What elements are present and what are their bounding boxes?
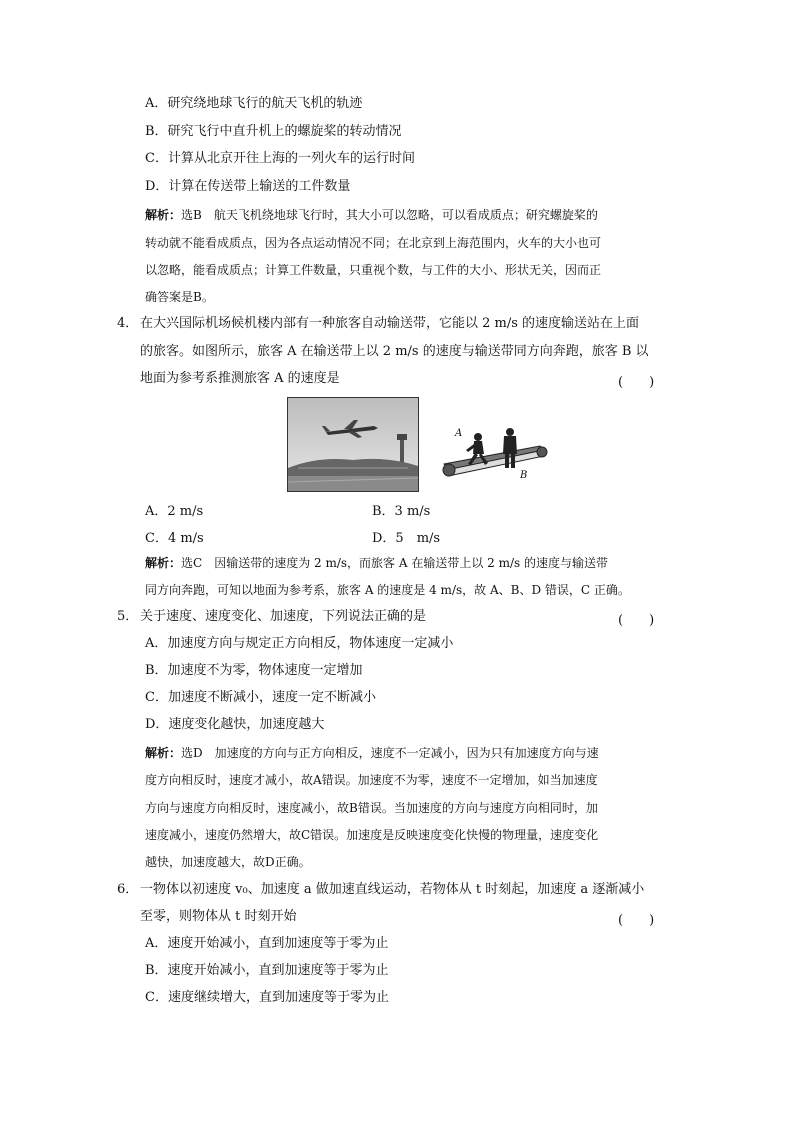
q5-analysis-line: 方向与速度方向相反时，速度减小，故B错误。当加速度的方向与速度方向相同时，加 (145, 801, 598, 815)
q6-number: 6． (117, 882, 139, 897)
figure-label-a: A (455, 428, 463, 439)
q6-answer-paren: ( ) (618, 913, 655, 928)
q4-option-c: C．4 m/s (145, 531, 204, 546)
escalator-figure (440, 420, 550, 490)
figure-label-b: B (520, 470, 528, 481)
q4-option-d: D．5 m/s (372, 531, 441, 546)
q5-option-a: A．加速度方向与规定正方向相反，物体速度一定减小 (145, 636, 454, 651)
q6-stem-line: 至零，则物体从 t 时刻开始 (140, 909, 297, 924)
analysis-label: 解析： (145, 556, 182, 570)
analysis-label: 解析： (145, 746, 182, 760)
q4-stem-line: 的旅客。如图所示，旅客 A 在输送带上以 2 m/s 的速度与输送带同方向奔跑，旅客 B 以 (140, 344, 649, 359)
q4-answer-paren: ( ) (618, 375, 655, 390)
q5-stem: 关于速度、速度变化、加速度，下列说法正确的是 (140, 609, 427, 624)
q4-analysis-line: 解析：选C 因输送带的速度为 2 m/s，而旅客 A 在输送带上以 2 m/s 的速度与输送带 (145, 556, 608, 570)
q5-analysis-line: 度方向相反时，速度才减小，故A错误。加速度不为零，速度不一定增加，如当加速度 (145, 773, 598, 787)
q5-option-b: B．加速度不为零，物体速度一定增加 (145, 663, 363, 678)
q6-option-b: B．速度开始减小，直到加速度等于零为止 (145, 963, 389, 978)
q5-analysis-line: 速度减小，速度仍然增大，故C错误。加速度是反映速度变化快慢的物理量，速度变化 (145, 828, 599, 842)
q3-analysis-line: 以忽略，能看成质点；计算工件数量，只重视个数，与工件的大小、形状无关，因而正 (145, 263, 602, 277)
q3-analysis-line: 确答案是B。 (145, 290, 214, 304)
q5-answer-paren: ( ) (618, 613, 655, 628)
q4-stem-line: 在大兴国际机场候机楼内部有一种旅客自动输送带，它能以 2 m/s 的速度输送站在上面 (140, 316, 640, 331)
q4-analysis-line: 同方向奔跑，可知以地面为参考系，旅客 A 的速度是 4 m/s，故 A、B、D 错误，C 正确。 (145, 583, 630, 597)
q4-number: 4． (117, 316, 139, 331)
q4-option-a: A．2 m/s (145, 504, 204, 519)
q3-option-b: B．研究飞行中直升机上的螺旋桨的转动情况 (145, 124, 402, 139)
q3-analysis-line: 解析：选B 航天飞机绕地球飞行时，其大小可以忽略，可以看成质点；研究螺旋桨的 (145, 208, 598, 222)
q5-analysis-line: 越快，加速度越大，故D正确。 (145, 855, 311, 869)
q5-option-d: D．速度变化越快，加速度越大 (145, 717, 325, 732)
q3-option-a: A．研究绕地球飞行的航天飞机的轨迹 (145, 96, 363, 111)
analysis-label: 解析： (145, 208, 182, 222)
airport-photo (287, 397, 419, 492)
q4-stem-line: 地面为参考系推测旅客 A 的速度是 (140, 371, 340, 386)
q5-analysis-line: 解析：选D 加速度的方向与正方向相反，速度不一定减小，因为只有加速度方向与速 (145, 746, 599, 760)
q6-stem-line: 一物体以初速度 v₀、加速度 a 做加速直线运动，若物体从 t 时刻起，加速度 a 逐渐减小 (140, 882, 645, 897)
q6-option-a: A．速度开始减小，直到加速度等于零为止 (145, 936, 389, 951)
q5-number: 5． (117, 609, 139, 624)
q3-option-c: C．计算从北京开往上海的一列火车的运行时间 (145, 151, 415, 166)
q3-option-d: D．计算在传送带上输送的工件数量 (145, 179, 351, 194)
q4-option-b: B．3 m/s (372, 504, 431, 519)
q5-option-c: C．加速度不断减小，速度一定不断减小 (145, 690, 376, 705)
q6-option-c: C．速度继续增大，直到加速度等于零为止 (145, 990, 389, 1005)
airport-photo-image (288, 398, 418, 491)
q3-analysis-line: 转动就不能看成质点，因为各点运动情况不同；在北京到上海范围内，火车的大小也可 (145, 236, 602, 250)
